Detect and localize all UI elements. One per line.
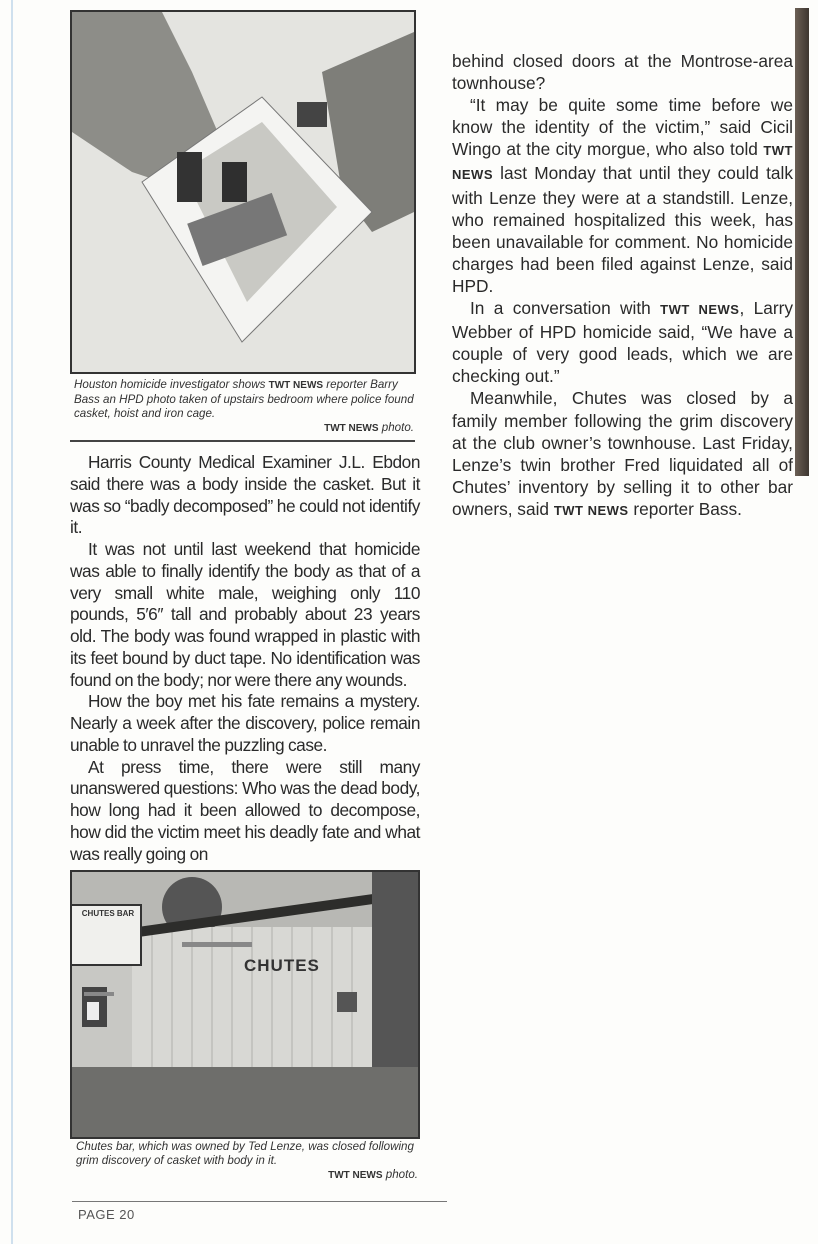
- page-edge: [11, 0, 13, 1244]
- paragraph: [452, 387, 793, 522]
- photo-illustration: [72, 12, 414, 372]
- paragraph: behind closed doors at the Montrose-area townhouse?: [452, 51, 793, 94]
- paragraph: At press time, there were still many unanswered questions: Who was the dead body, how long had it been allowed to decompose, how did the victim meet his deadly fate and what was really going on: [70, 756, 420, 864]
- caption-text: Houston homicide investigator shows: [74, 378, 269, 391]
- photo1-caption: [74, 378, 414, 436]
- building-sign: CHUTES: [244, 956, 320, 975]
- footer-rule: [72, 1201, 447, 1202]
- divider: [70, 440, 415, 442]
- page-number: PAGE 20: [78, 1207, 135, 1222]
- paragraph: [452, 94, 793, 297]
- paragraph: [452, 297, 793, 387]
- photo2-caption: [76, 1140, 418, 1183]
- brand-name: TWT NEWS: [328, 1170, 383, 1181]
- binding-shadow: [795, 8, 809, 476]
- brand-name: TWT NEWS: [452, 143, 793, 183]
- caption-text: reporter Barry Bass an HPD photo taken of upstairs bedroom where police found casket, hoist and iron cage.: [74, 378, 414, 420]
- photo-investigator-holding-photo: [70, 10, 416, 374]
- credit-text: photo.: [378, 421, 414, 434]
- pole-sign-text: CHUTES BAR: [81, 909, 135, 918]
- article-right-column: [452, 50, 793, 522]
- photo-chutes-bar: [70, 870, 420, 1139]
- text: In a conversation with: [470, 298, 661, 319]
- text: last Monday that until they could talk with Lenze they were at a standstill. Lenze, who remained hospitalized this week, has been unavailable for comment. No homicide charges had been filed against Lenze, said HPD.: [452, 163, 793, 296]
- text: “It may be quite some time before we know the identity of the victim,” said Cicil Wingo at the city morgue, who also told: [452, 95, 793, 160]
- paragraph: It was not until last weekend that homicide was able to finally identify the body as that of a very small white male, weighing only 110 pounds, 5′6″ tall and probably about 23 years old. The body was found wrapped in plastic with its feet bound by duct tape. No identification was found on the body; nor were there any wounds.: [70, 539, 420, 690]
- pole-sign: [70, 904, 142, 966]
- brand-name: TWT NEWS: [268, 380, 324, 391]
- article-left-column: [70, 452, 420, 865]
- credit-text: photo.: [382, 1168, 418, 1181]
- paragraph: Harris County Medical Examiner J.L. Ebdon said there was a body inside the casket. But it was so “badly decomposed” he could not identify it.: [70, 452, 420, 538]
- brand-name: TWT NEWS: [660, 302, 740, 318]
- photo-credit: [74, 421, 414, 436]
- brand-name: TWT NEWS: [553, 502, 629, 518]
- text: , Larry Webber of HPD homicide said, “We have a couple of very good leads, which we are checking out.”: [452, 298, 794, 387]
- paragraph: How the boy met his fate remains a mystery. Nearly a week after the discovery, police remain unable to unravel the puzzling case.: [70, 691, 420, 755]
- photo-credit: [76, 1168, 418, 1183]
- caption-text: Chutes bar, which was owned by Ted Lenze, was closed following grim discovery of casket with body in it.: [76, 1140, 414, 1167]
- text: reporter Bass.: [628, 498, 742, 519]
- brand-name: TWT NEWS: [324, 423, 379, 434]
- text: Meanwhile, Chutes was closed by a family member following the grim discovery at the club owner’s townhouse. Last Friday, Lenze’s twin brother Fred liquidated all of Chutes’ inventory by selling it to other bar owners, said: [452, 388, 793, 519]
